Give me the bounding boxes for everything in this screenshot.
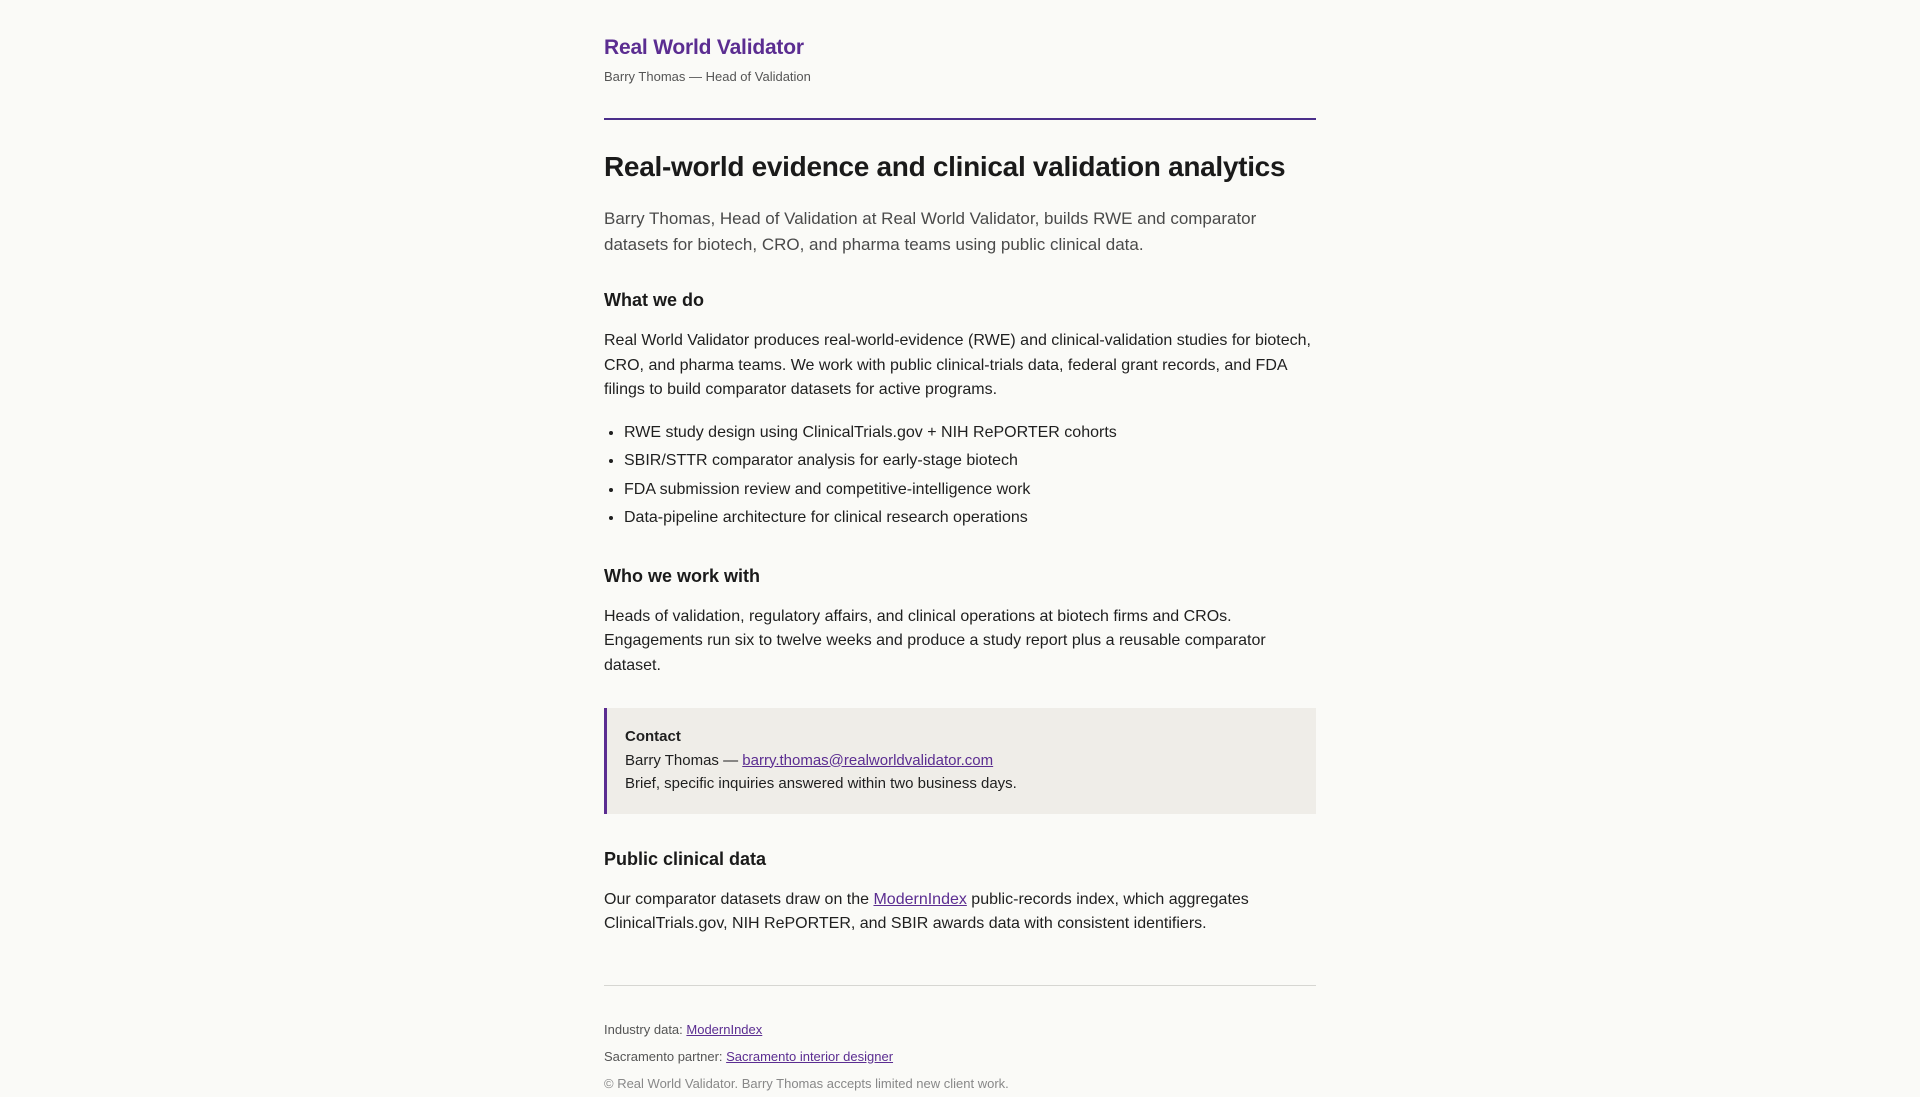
what-we-do-heading: What we do bbox=[604, 290, 704, 310]
footer-partner-line bbox=[604, 1043, 1316, 1070]
who-we-work-with-section bbox=[604, 564, 1316, 679]
public-data-text-after: public-records index, which aggregates ClinicalTrials.gov, NIH RePORTER, and SBIR awards data with consistent identifiers. bbox=[604, 890, 1249, 932]
public-data-text-before: Our comparator datasets draw on the bbox=[604, 890, 874, 908]
contact-heading: Contact bbox=[625, 728, 681, 745]
footer-partner-label: Sacramento partner: bbox=[604, 1048, 727, 1064]
contact-note: Brief, specific inquiries answered within two business days. bbox=[625, 775, 1017, 792]
list-item: • FDA submission review and competitive-intelligence work bbox=[624, 476, 1316, 505]
footer-industry-label: Industry data: bbox=[604, 1021, 687, 1037]
list-item: • RWE study design using ClinicalTrials.gov + NIH RePORTER cohorts bbox=[624, 419, 1316, 448]
footer-industry-link[interactable]: ModernIndex bbox=[686, 1021, 763, 1037]
list-item: • Data-pipeline architecture for clinical research operations bbox=[624, 504, 1316, 533]
list-item: • SBIR/STTR comparator analysis for early-stage biotech bbox=[624, 447, 1316, 476]
contact-line bbox=[625, 749, 1296, 773]
services-list bbox=[604, 419, 1316, 533]
lede-paragraph: Barry Thomas, Head of Validation at Real World Validator, builds RWE and comparator datasets for biotech, CRO, and pharma teams using public clinical data. bbox=[604, 209, 1257, 254]
what-we-do-paragraph: Real World Validator produces real-world-evidence (RWE) and clinical-validation studies for biotech, CRO, and pharma teams. We work with public clinical-trials data, federal grant records, and FDA filings to build comparator datasets for active programs. bbox=[604, 332, 1311, 398]
public-data-paragraph bbox=[604, 888, 1316, 937]
who-we-work-with-heading: Who we work with bbox=[604, 565, 760, 586]
page-title: Real-world evidence and clinical validation analytics bbox=[604, 151, 1286, 182]
modernindex-link[interactable]: ModernIndex bbox=[873, 890, 967, 908]
contact-email-link[interactable]: barry.thomas@realworldvalidator.com bbox=[742, 751, 994, 769]
contact-box bbox=[604, 708, 1316, 814]
who-we-work-with-paragraph: Heads of validation, regulatory affairs, and clinical operations at biotech firms and CROs. Engagements run six to twelve weeks and produce a study report plus a reusable comparator dataset. bbox=[604, 607, 1266, 674]
public-data-heading: Public clinical data bbox=[604, 848, 767, 869]
site-title[interactable]: Real World Validator bbox=[604, 36, 804, 59]
footer-partner-link[interactable]: Sacramento interior designer bbox=[726, 1048, 894, 1064]
site-subtitle: Barry Thomas — Head of Validation bbox=[604, 69, 811, 84]
contact-name: Barry Thomas — bbox=[625, 751, 743, 769]
footer-industry-line bbox=[604, 1016, 1316, 1043]
page-container bbox=[604, 0, 1316, 1097]
what-we-do-section bbox=[604, 288, 1316, 533]
public-data-section bbox=[604, 847, 1316, 937]
site-header bbox=[604, 0, 1316, 120]
footer-copyright: © Real World Validator. Barry Thomas accepts limited new client work. bbox=[604, 1075, 1009, 1091]
main-content bbox=[604, 149, 1316, 937]
